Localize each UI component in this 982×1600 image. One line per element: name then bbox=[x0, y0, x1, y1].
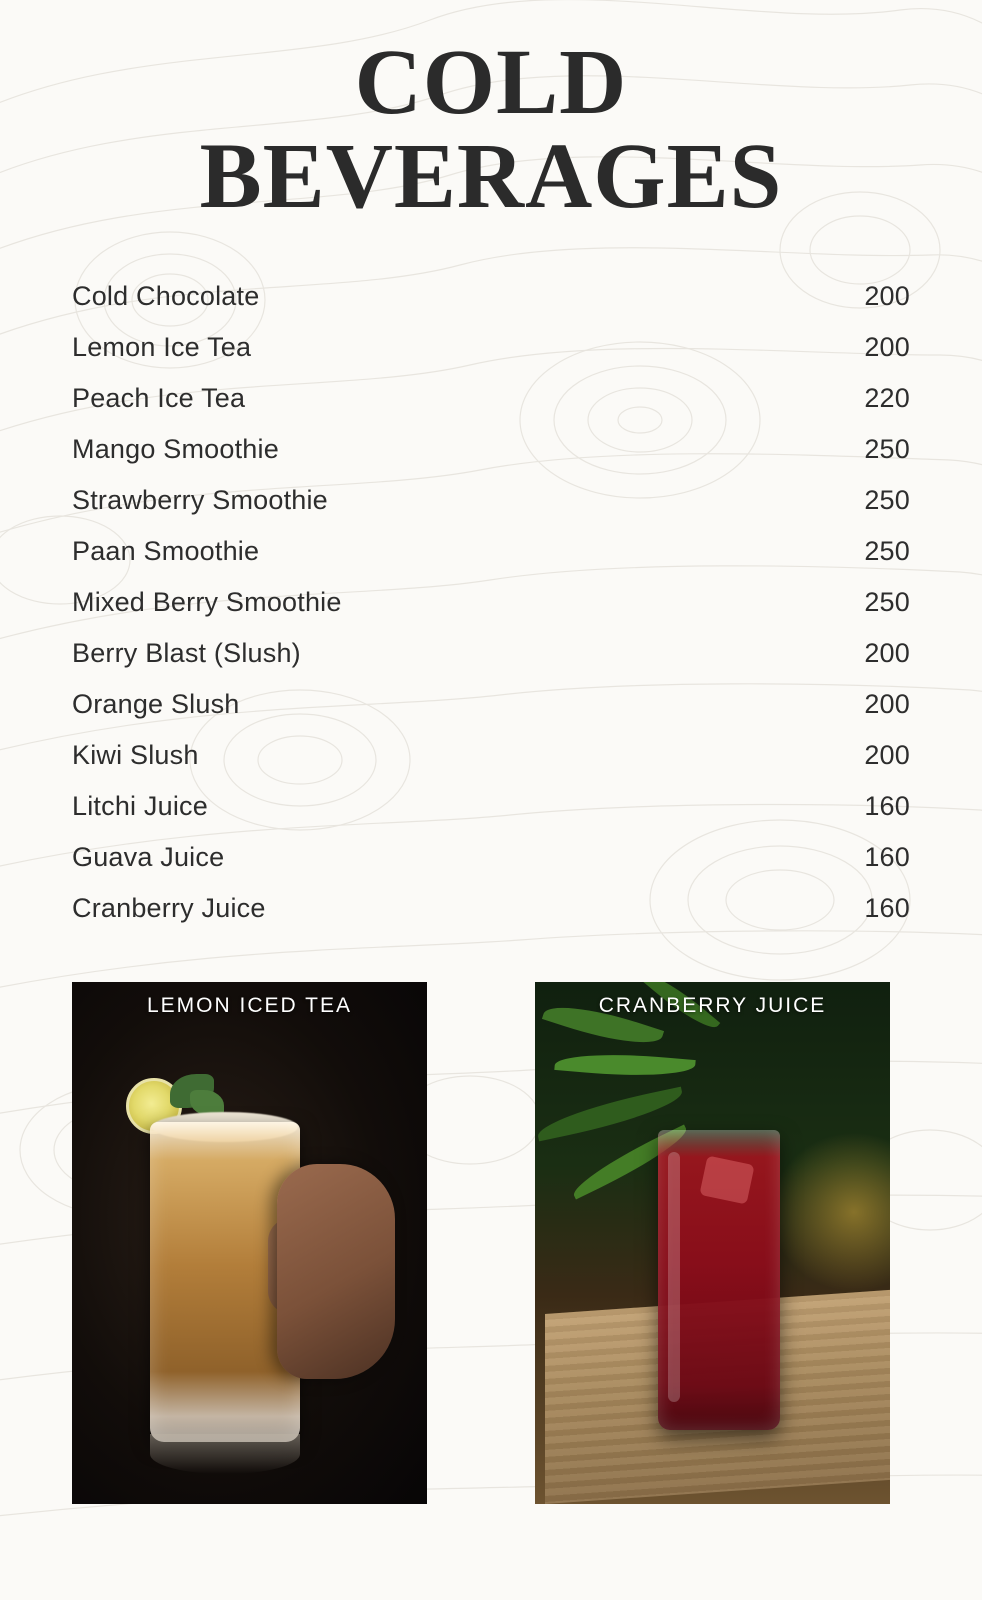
menu-item-row bbox=[72, 689, 910, 740]
menu-item-name: Cranberry Juice bbox=[72, 893, 266, 924]
menu-item-name: Guava Juice bbox=[72, 842, 225, 873]
menu-item-list bbox=[72, 281, 910, 944]
menu-item-row bbox=[72, 383, 910, 434]
photo-caption: CRANBERRY JUICE bbox=[598, 994, 827, 1018]
menu-item-name: Peach Ice Tea bbox=[72, 383, 246, 414]
menu-item-name: Mango Smoothie bbox=[72, 434, 279, 465]
menu-item-name: Orange Slush bbox=[72, 689, 240, 720]
menu-item-price: 250 bbox=[864, 485, 910, 516]
menu-item-price: 250 bbox=[864, 536, 910, 567]
menu-item-price: 200 bbox=[864, 332, 910, 363]
menu-item-row bbox=[72, 587, 910, 638]
menu-item-price: 250 bbox=[864, 587, 910, 618]
menu-item-price: 160 bbox=[864, 842, 910, 873]
page-title bbox=[0, 0, 982, 228]
photo-caption: LEMON ICED TEA bbox=[147, 994, 352, 1018]
menu-item-row bbox=[72, 485, 910, 536]
menu-item-price: 160 bbox=[864, 791, 910, 822]
menu-item-price: 160 bbox=[864, 893, 910, 924]
page-title-line-1: COLD bbox=[354, 31, 628, 134]
menu-item-name: Lemon Ice Tea bbox=[72, 332, 252, 363]
page-title-line-2: BEVERAGES bbox=[199, 124, 783, 228]
menu-item-name: Kiwi Slush bbox=[72, 740, 199, 771]
menu-item-price: 250 bbox=[864, 434, 910, 465]
menu-item-row bbox=[72, 332, 910, 383]
menu-item-row bbox=[72, 434, 910, 485]
menu-item-name: Mixed Berry Smoothie bbox=[72, 587, 342, 618]
menu-item-row bbox=[72, 740, 910, 791]
photo-cranberry-juice bbox=[535, 982, 890, 1504]
menu-item-name: Strawberry Smoothie bbox=[72, 485, 328, 516]
menu-item-name: Litchi Juice bbox=[72, 791, 208, 822]
menu-item-row bbox=[72, 281, 910, 332]
menu-item-row bbox=[72, 638, 910, 689]
menu-item-row bbox=[72, 842, 910, 893]
photo-lemon-iced-tea bbox=[72, 982, 427, 1504]
menu-item-price: 200 bbox=[864, 638, 910, 669]
photo-gallery bbox=[72, 982, 982, 1504]
menu-item-row bbox=[72, 791, 910, 842]
hand-holding-glass bbox=[277, 1164, 395, 1379]
menu-item-row bbox=[72, 893, 910, 944]
menu-item-price: 220 bbox=[864, 383, 910, 414]
palm-leaf bbox=[554, 1048, 695, 1082]
menu-item-row bbox=[72, 536, 910, 587]
menu-item-name: Cold Chocolate bbox=[72, 281, 260, 312]
background-light-glow bbox=[770, 1132, 890, 1292]
menu-item-name: Paan Smoothie bbox=[72, 536, 260, 567]
menu-item-price: 200 bbox=[864, 740, 910, 771]
menu-item-name: Berry Blast (Slush) bbox=[72, 638, 301, 669]
glass-highlight bbox=[668, 1152, 680, 1402]
menu-item-price: 200 bbox=[864, 281, 910, 312]
menu-item-price: 200 bbox=[864, 689, 910, 720]
glass-reflection bbox=[150, 1434, 300, 1474]
